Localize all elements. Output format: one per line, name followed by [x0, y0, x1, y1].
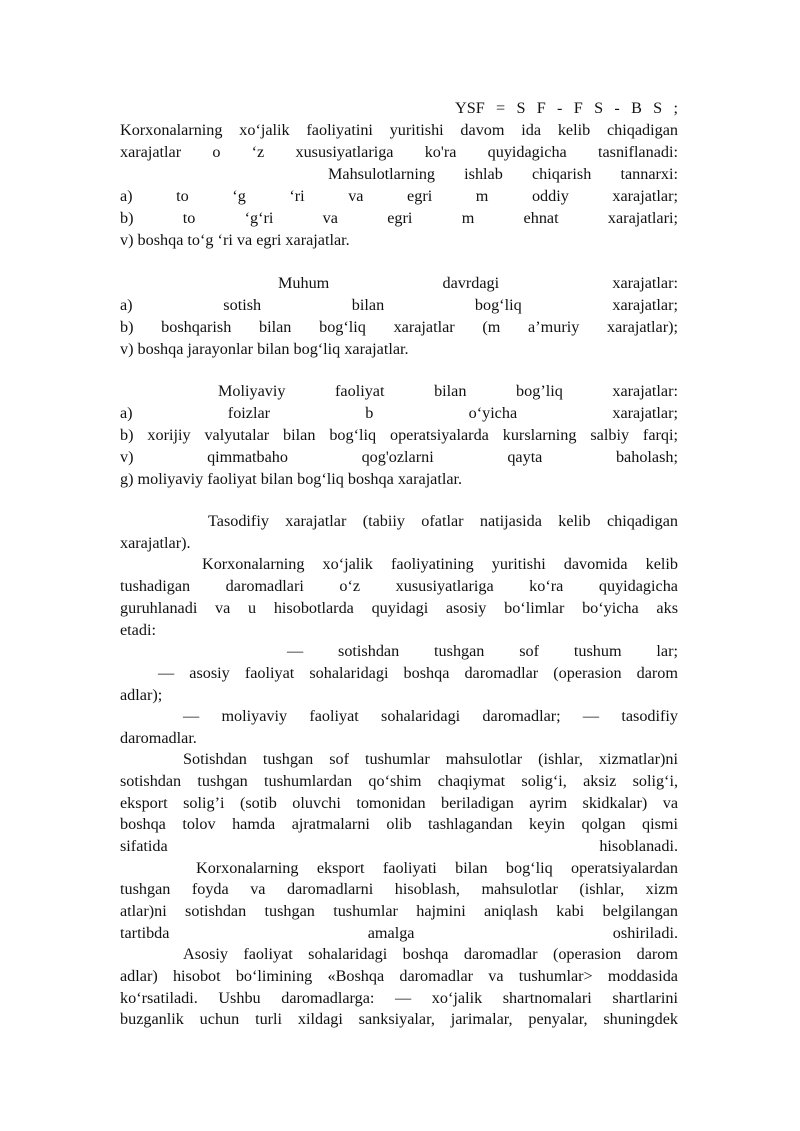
text-line: ko‘rsatiladi. Ushbu daromadlarga: — xo‘jalik shartnomalari shartlarini [120, 989, 678, 1007]
text-line: Korxonalarning eksport faoliyati bilan bog‘liq operatsiyalardan [196, 859, 678, 877]
text-line: Korxonalarning xo‘jalik faoliyatining yuritishi davomida kelib [202, 555, 678, 573]
section-heading: Muhum davrdagi xarajatlar: [278, 274, 678, 292]
list-item: a) to ‘g ‘ri va egri m oddiy xarajatlar; [120, 187, 678, 205]
list-item: v) qimmatbaho qog'ozlarni qayta baholash; [120, 448, 678, 466]
text-line: Sotishdan tushgan sof tushumlar mahsulotlar (ishlar, xizmatlar)ni [183, 750, 678, 768]
text-line: adlar); [120, 686, 163, 704]
text-line: eksport solig’i (sotib oluvchi tomonidan beriladigan ayrim skidkalar) va [120, 794, 678, 812]
list-item: b) boshqarish bilan bog‘liq xarajatlar (m a’muriy xarajatlar); [120, 318, 678, 336]
text-line: daromadlar. [120, 729, 197, 747]
section-heading: Moliyaviy faoliyat bilan bog’liq xarajatlar: [218, 382, 678, 400]
text-line: xarajatlar). [120, 534, 191, 552]
text-line: tartibda amalga oshiriladi. [120, 924, 678, 942]
list-item: g) moliyaviy faoliyat bilan bog‘liq boshqa xarajatlar. [120, 470, 463, 488]
section-heading: Mahsulotlarning ishlab chiqarish tannarxi: [328, 165, 678, 183]
text-line: atlar)ni sotishdan tushgan tushumlar hajmini aniqlash kabi belgilangan [120, 902, 678, 920]
list-item: b) to ‘g‘ri va egri m ehnat xarajatlari; [120, 209, 678, 227]
list-item: v) boshqa to‘g ‘ri va egri xarajatlar. [120, 231, 350, 249]
list-item: a) sotish bilan bog‘liq xarajatlar; [120, 296, 678, 314]
text-line: tushgan foyda va daromadlarni hisoblash, mahsulotlar (ishlar, xizm [120, 880, 678, 898]
text-line: Korxonalarning xo‘jalik faoliyatini yuritishi davom ida kelib chiqadigan [120, 121, 678, 139]
text-line: buzganlik uchun turli xildagi sanksiyalar, jarimalar, penyalar, shuningdek [120, 1010, 678, 1028]
text-line: boshqa tolov hamda ajratmalarni olib tashlagandan keyin qolgan qismi [120, 815, 678, 833]
list-item: a) foizlar b o‘yicha xarajatlar; [120, 404, 678, 422]
text-line: adlar) hisobot bo‘limining «Boshqa daromadlar va tushumlar> moddasida [120, 967, 678, 985]
list-item: — sotishdan tushgan sof tushum lar; [287, 642, 678, 660]
text-line: tushadigan daromadlari o‘z xususiyatlariga ko‘ra quyidagicha [120, 577, 678, 595]
text-line: sifatida hisoblanadi. [120, 837, 678, 855]
list-item: b) xorijiy valyutalar bilan bog‘liq operatsiyalarda kurslarning salbiy farqi; [120, 426, 678, 444]
text-line: guruhlanadi va u hisobotlarda quyidagi asosiy bo‘limlar bo‘yicha aks [120, 599, 678, 617]
list-item: v) boshqa jarayonlar bilan bog‘liq xarajatlar. [120, 340, 409, 358]
text-line: etadi: [120, 621, 156, 639]
formula-line: YSF = S F - F S - B S ; [455, 99, 678, 117]
text-line: Tasodifiy xarajatlar (tabiiy ofatlar natijasida kelib chiqadigan [208, 512, 678, 530]
text-line: xarajatlar o ‘z xususiyatlariga ko'ra quyidagicha tasniflanadi: [120, 143, 678, 161]
list-item: — asosiy faoliyat sohalaridagi boshqa daromadlar (operasion darom [158, 664, 678, 682]
list-item: — moliyaviy faoliyat sohalaridagi daromadlar; — tasodifiy [183, 707, 678, 725]
text-line: sotishdan tushgan tushumlardan qo‘shim chaqiymat solig‘i, aksiz solig‘i, [120, 772, 678, 790]
text-line: Asosiy faoliyat sohalaridagi boshqa daromadlar (operasion darom [183, 945, 678, 963]
